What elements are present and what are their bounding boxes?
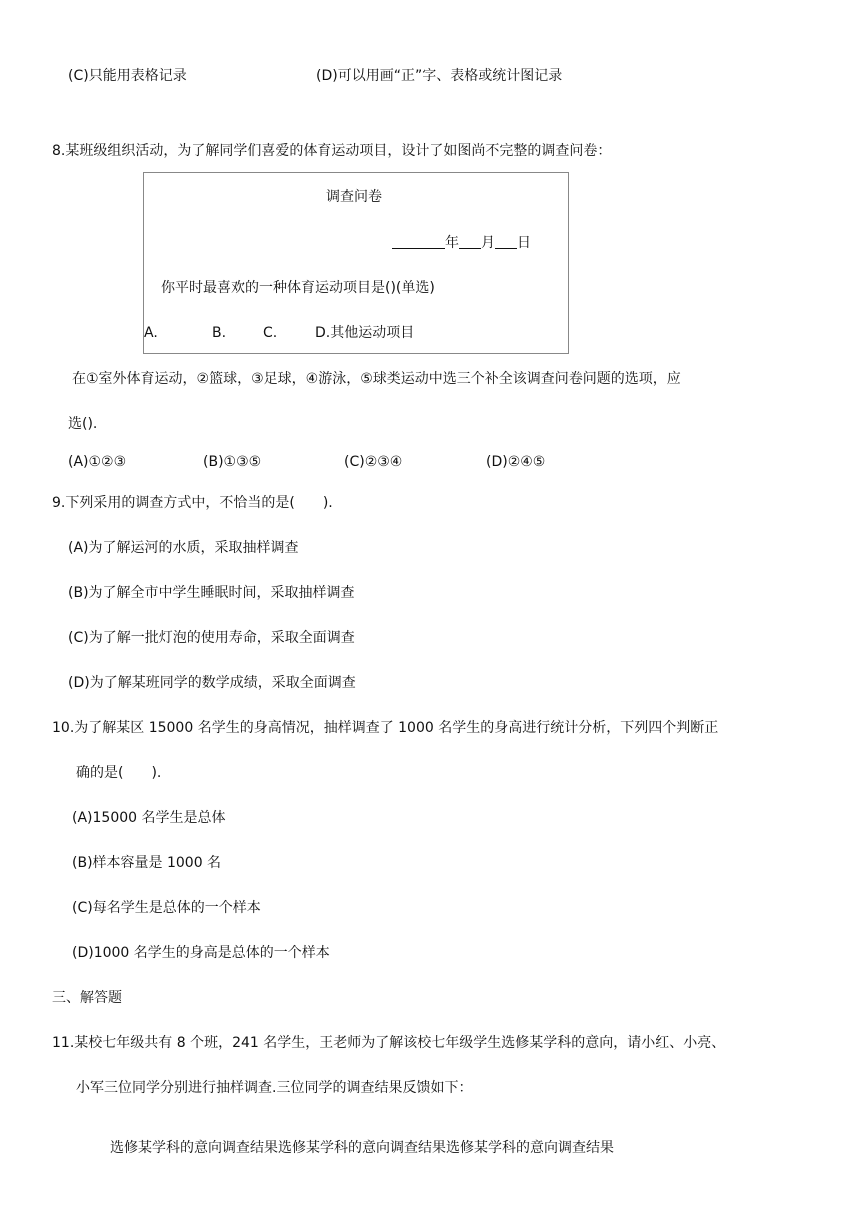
- survey-option-a: A.: [144, 325, 158, 341]
- q10-stem-line1: 10.为了解某区 15000 名学生的身高情况，抽样调查了 1000 名学生的身高进行统计分析，下列四个判断正: [52, 720, 719, 736]
- q8-choice-c: (C)②③④: [344, 454, 403, 470]
- q10-option-b: (B)样本容量是 1000 名: [72, 855, 222, 871]
- q7-option-c: (C)只能用表格记录: [68, 68, 187, 84]
- q11-stem-line1: 11.某校七年级共有 8 个班，241 名学生，王老师为了解该校七年级学生选修某学科的意向，请小红、小亮、: [52, 1035, 726, 1051]
- q10-option-d: (D)1000 名学生的身高是总体的一个样本: [72, 945, 330, 961]
- q9-option-b: (B)为了解全市中学生睡眠时间，采取抽样调查: [68, 585, 355, 601]
- survey-option-c: C.: [263, 325, 278, 341]
- q9-option-c: (C)为了解一批灯泡的使用寿命，采取全面调查: [68, 630, 355, 646]
- q8-stem: 8.某班级组织活动，为了解同学们喜爱的体育运动项目，设计了如图尚不完整的调查问卷：: [52, 143, 612, 159]
- q10-option-c: (C)每名学生是总体的一个样本: [72, 900, 261, 916]
- month-blank: [459, 234, 481, 249]
- q11-stem-line2: 小军三位同学分别进行抽样调查.三位同学的调查结果反馈如下：: [76, 1080, 473, 1096]
- survey-option-b: B.: [212, 325, 227, 341]
- q10-stem-line2: 确的是( ).: [76, 765, 162, 781]
- q8-choice-d: (D)②④⑤: [486, 454, 546, 470]
- year-label: 年: [445, 235, 459, 251]
- survey-date: [392, 233, 531, 253]
- month-label: 月: [481, 235, 495, 251]
- q10-option-a: (A)15000 名学生是总体: [72, 810, 226, 826]
- section-title: 三、解答题: [52, 990, 122, 1006]
- survey-title: 调查问卷: [326, 189, 382, 205]
- q9-option-d: (D)为了解某班同学的数学成绩，采取全面调查: [68, 675, 356, 691]
- q7-option-d: (D)可以用画“正”字、表格或统计图记录: [316, 68, 563, 84]
- q8-choice-a: (A)①②③: [68, 454, 127, 470]
- q8-prompt-line2: 选().: [68, 416, 98, 432]
- day-label: 日: [517, 235, 531, 251]
- q9-stem: 9.下列采用的调查方式中，不恰当的是( ).: [52, 495, 333, 511]
- day-blank: [495, 234, 517, 249]
- survey-box: [143, 172, 569, 354]
- survey-question: 你平时最喜欢的一种体育运动项目是()(单选): [161, 280, 435, 296]
- survey-option-d: D.其他运动项目: [315, 325, 415, 341]
- year-blank: [392, 234, 445, 249]
- q8-choice-b: (B)①③⑤: [203, 454, 262, 470]
- q9-option-a: (A)为了解运河的水质，采取抽样调查: [68, 540, 299, 556]
- q8-prompt-line1: 在①室外体育运动，②篮球，③足球，④游泳，⑤球类运动中选三个补全该调查问卷问题的选项，应: [72, 371, 681, 387]
- q11-results-line: 选修某学科的意向调查结果选修某学科的意向调查结果选修某学科的意向调查结果: [110, 1140, 614, 1156]
